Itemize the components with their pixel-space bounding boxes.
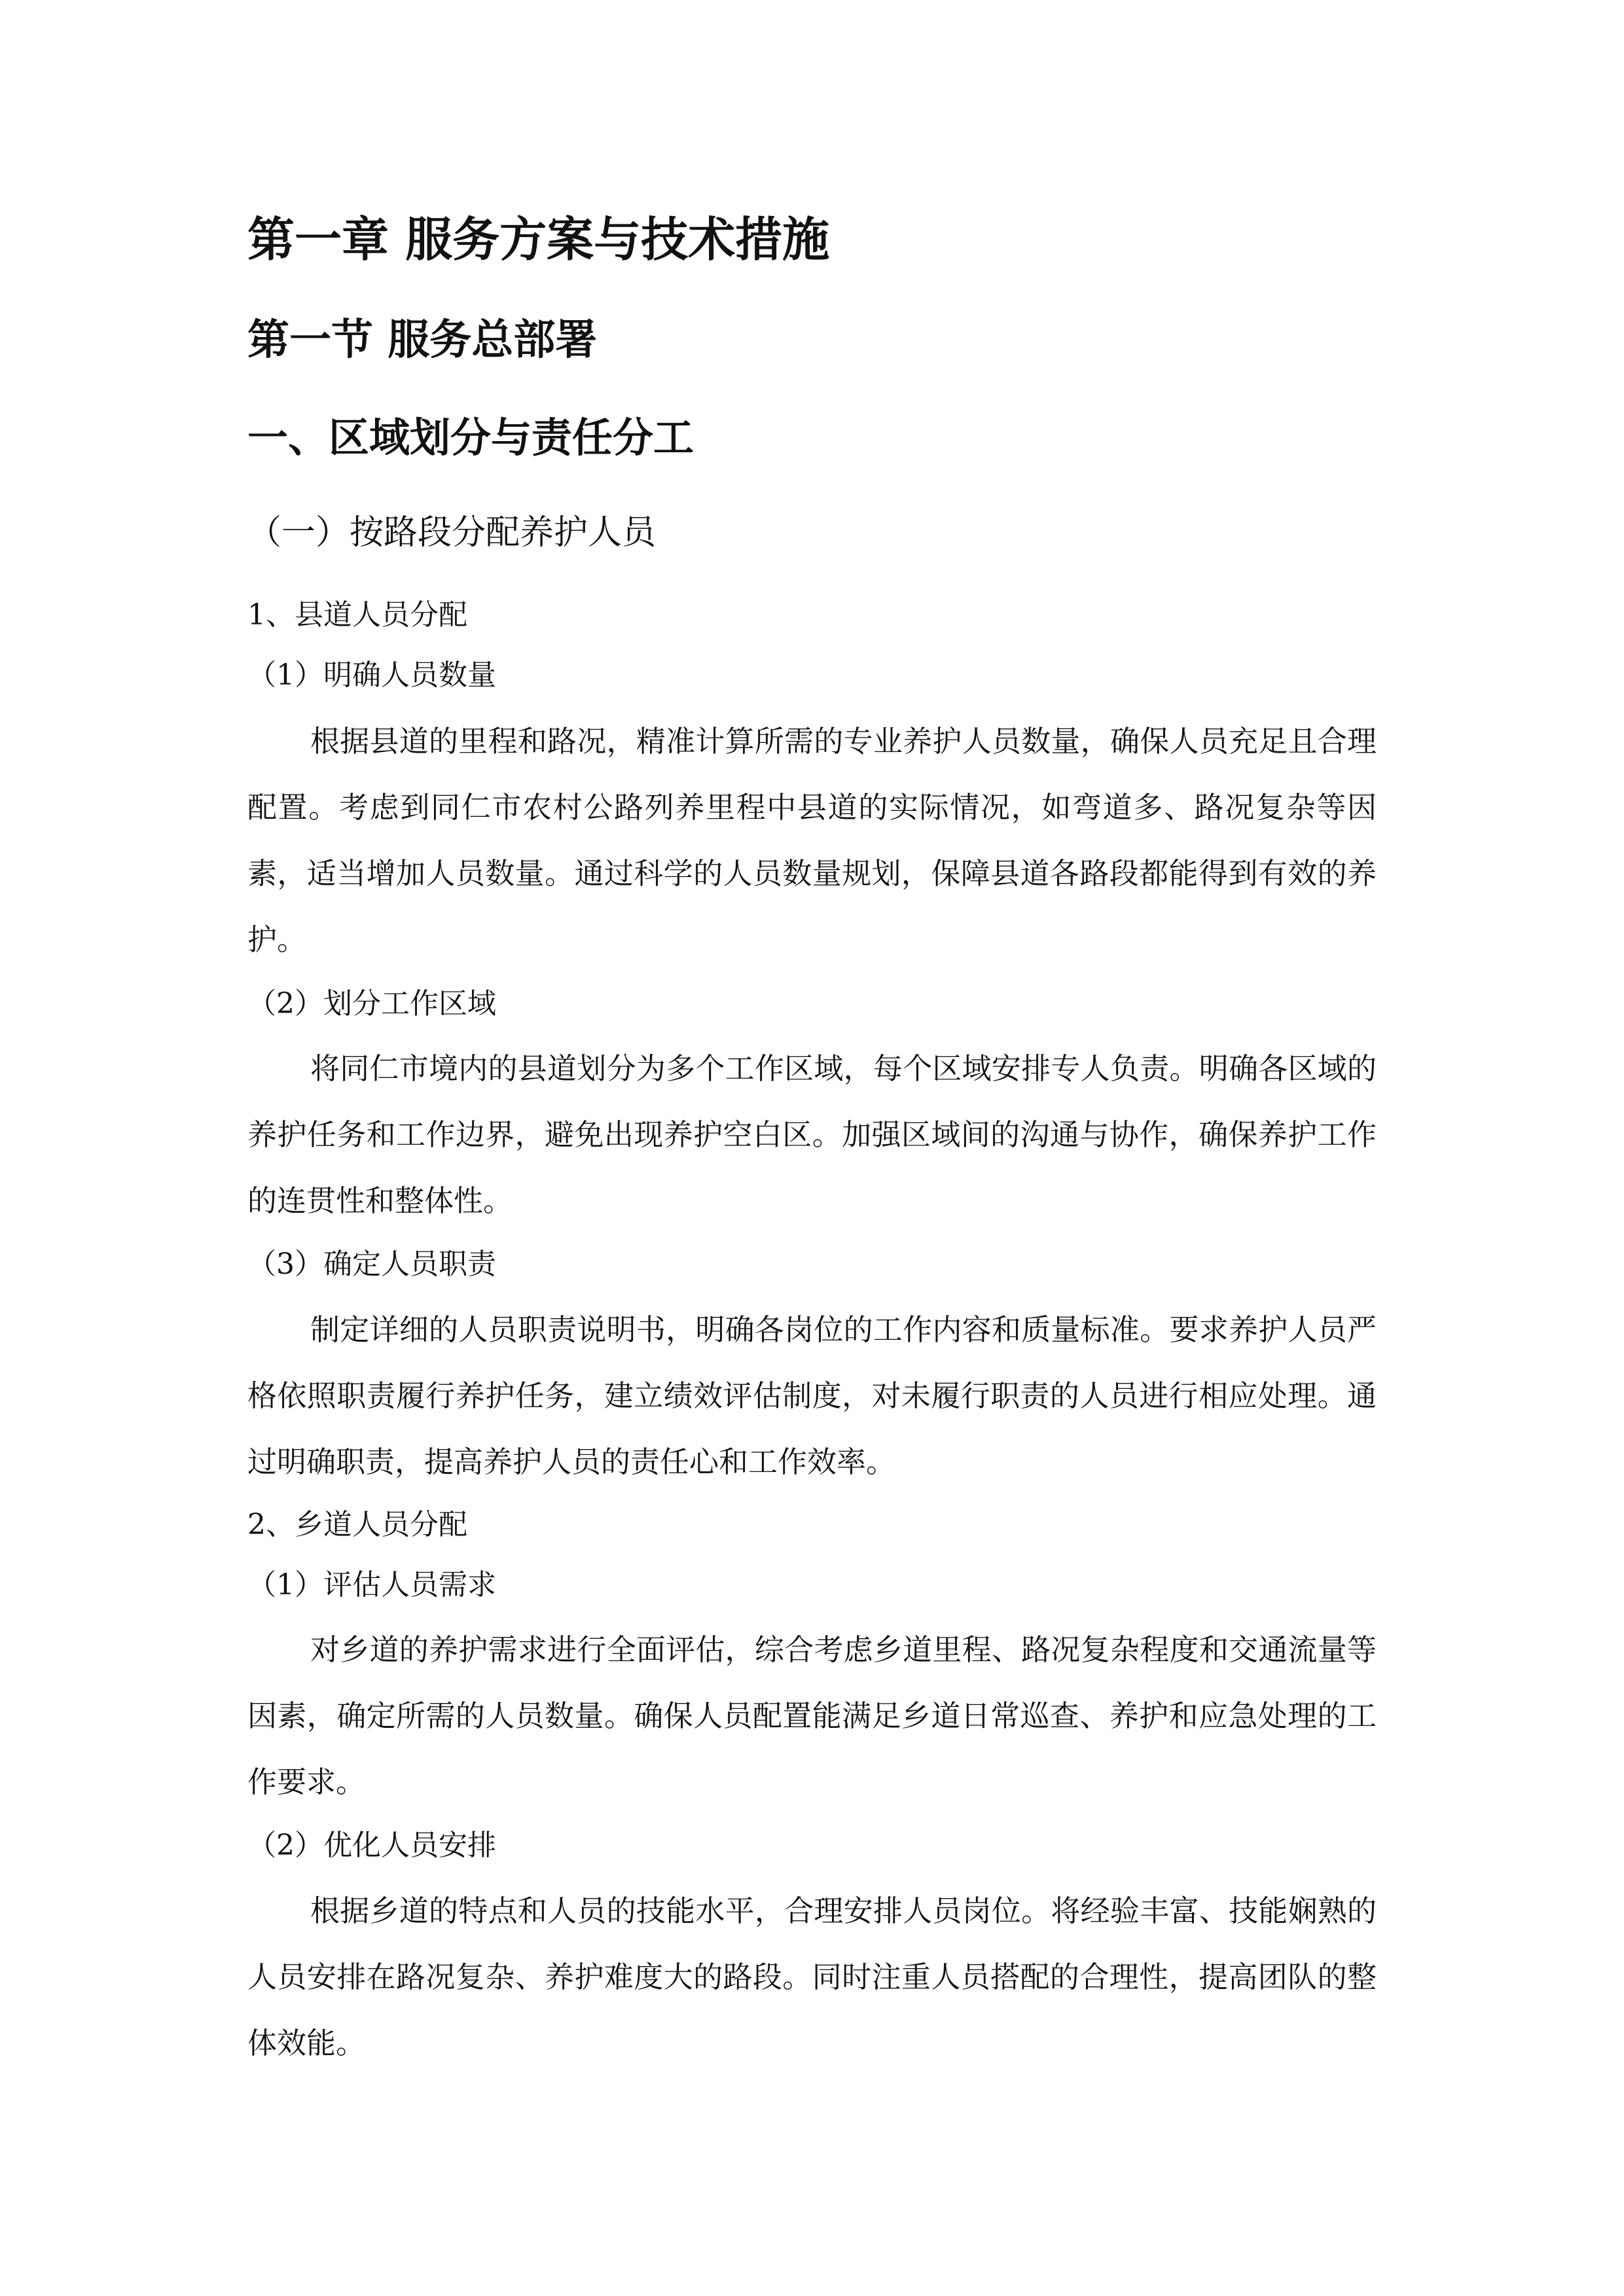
paragraph-define-duties: 制定详细的人员职责说明书，明确各岗位的工作内容和质量标准。要求养护人员严格依照职责履行养护任务，建立绩效评估制度，对未履行职责的人员进行相应处理。通过明确职责，提高养护人员的责任心和工作效率。 xyxy=(247,1312,1377,1479)
county-roads-heading: 1、县道人员分配 xyxy=(247,598,467,632)
item-title-define-staff-number: （1）明确人员数量 xyxy=(247,658,496,692)
subsection-title: 一、区域划分与责任分工 xyxy=(247,414,695,461)
subsubsection-title: （一）按路段分配养护人员 xyxy=(247,513,657,552)
chapter-title: 第一章 服务方案与技术措施 xyxy=(247,212,830,267)
item-title-divide-work-areas: （2）划分工作区域 xyxy=(247,987,496,1020)
paragraph-define-staff-number: 根据县道的里程和路况，精准计算所需的专业养护人员数量，确保人员充足且合理配置。考虑到同仁市农村公路列养里程中县道的实际情况，如弯道多、路况复杂等因素，适当增加人员数量。通过科学的人员数量规划，保障县道各路段都能得到有效的养护。 xyxy=(247,724,1377,957)
paragraph-assess-needs: 对乡道的养护需求进行全面评估，综合考虑乡道里程、路况复杂程度和交通流量等因素，确定所需的人员数量。确保人员配置能满足乡道日常巡查、养护和应急处理的工作要求。 xyxy=(247,1632,1377,1799)
item-title-optimize-arrangement: （2）优化人员安排 xyxy=(247,1829,496,1862)
paragraph-optimize-arrangement: 根据乡道的特点和人员的技能水平，合理安排人员岗位。将经验丰富、技能娴熟的人员安排在路况复杂、养护难度大的路段。同时注重人员搭配的合理性，提高团队的整体效能。 xyxy=(247,1893,1377,2060)
township-roads-heading: 2、乡道人员分配 xyxy=(247,1508,467,1541)
item-title-define-duties: （3）确定人员职责 xyxy=(247,1247,496,1281)
section-title: 第一节 服务总部署 xyxy=(247,316,598,365)
paragraph-divide-work-areas: 将同仁市境内的县道划分为多个工作区域，每个区域安排专人负责。明确各区域的养护任务和工作边界，避免出现养护空白区。加强区域间的沟通与协作，确保养护工作的连贯性和整体性。 xyxy=(247,1051,1377,1218)
item-title-assess-needs: （1）评估人员需求 xyxy=(247,1568,496,1602)
